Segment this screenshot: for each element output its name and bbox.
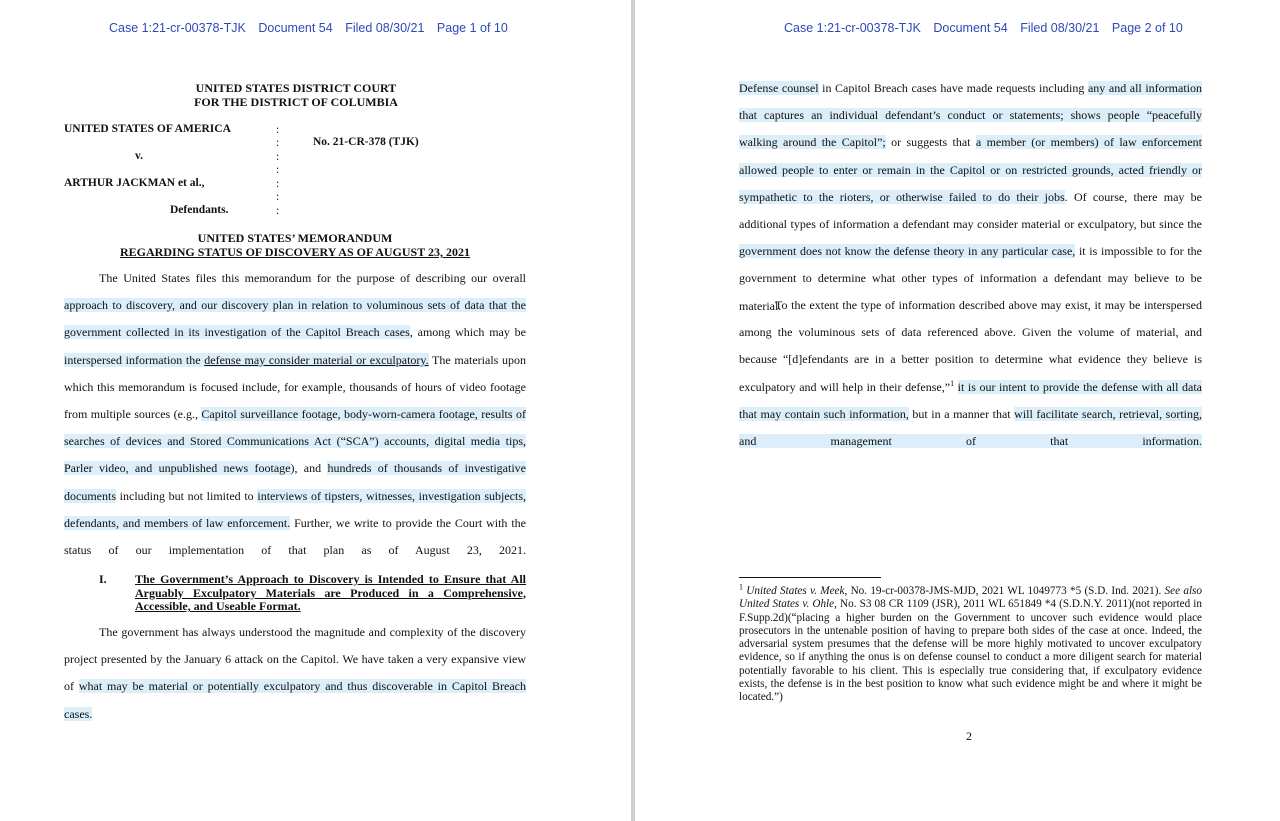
case-number: Case 1:21-cr-00378-TJK (109, 21, 246, 35)
body-paragraph: The United States files this memorandum for the purpose of describing our overall approach to discovery, and our discovery plan in relation to voluminous sets of data that the government collected in its investigation of the Capitol Breach cases, among which may be interspersed information the defense may consider material or exculpatory. The materials upon which this memorandum is focused include, for example, thousands of hours of video footage from multiple sources (e.g., Capitol surveillance footage, body-worn-camera footage, results of searches of devices and Stored Communications Act (“SCA”) accounts, digital media tips, Parler video, and unpublished news footage), and hundreds of thousands of investigative documents including but not limited to interviews of tipsters, witnesses, investigation subjects, defendants, and members of law enforcement. Further, we write to provide the Court with the status of our implementation of that plan as of August 23, 2021. (64, 271, 527, 558)
case-number: Case 1:21-cr-00378-TJK (784, 21, 921, 35)
footnote-number: 1 (739, 582, 743, 592)
body-paragraph: Defense counsel in Capitol Breach cases have made requests including any and all information that captures an individual defendant’s conduct or statements; shows people “peacefully walking around the Capitol”; or suggests that a member (or members) of law enforcement allowed people to enter or remain in the Capitol or on restricted grounds, acted friendly or sympathetic to the rioters, or otherwise failed to do their jobs. Of course, there may be additional types of information a defendant may consider material or exculpatory, but since the government does not know the defense theory in any particular case, it is impossible to for the government to determine what other types of information a defendant may believe to be material. (739, 81, 1203, 313)
caption-colon: : (276, 164, 280, 176)
court-district: FOR THE DISTRICT OF COLUMBIA (194, 95, 398, 109)
caption-defendants-label: Defendants. (170, 204, 229, 216)
document-number: Document 54 (258, 21, 333, 35)
footnote-divider (739, 577, 881, 578)
caption-colon: : (276, 178, 280, 190)
caption-colon: : (276, 124, 280, 136)
caption-case-number: No. 21-CR-378 (TJK) (313, 136, 419, 148)
page-number: 2 (966, 729, 972, 743)
page-header (109, 21, 517, 35)
body-paragraph: To the extent the type of information described above may exist, it may be interspersed among the voluminous sets of data referenced above. Given the volume of material, and because “[d]efendants are in a better position to determine what evidence they believe is exculpatory and will help in their defense,”$^1$ it is our intent to provide the defense with all data that may contain such information, but in a manner that will facilitate search, retrieval, sorting, and management of that information. (739, 298, 1203, 449)
caption-colon: : (276, 151, 280, 163)
body-paragraph: The government has always understood the magnitude and complexity of the discovery project presented by the January 6 attack on the Capitol. We have taken a very expansive view of what may be material or potentially exculpatory and thus discoverable in Capitol Breach cases. (64, 625, 526, 721)
memo-subtitle: REGARDING STATUS OF DISCOVERY AS OF AUGUST 23, 2021 (120, 245, 470, 259)
caption-colon: : (276, 205, 280, 217)
caption-plaintiff: UNITED STATES OF AMERICA (64, 123, 231, 135)
caption-colon: : (276, 137, 280, 149)
caption-versus: v. (135, 150, 143, 162)
section-title: The Government’s Approach to Discovery is Intended to Ensure that All Arguably Exculpatory Materials are Produced in a Comprehensive, Accessible, and Useable Format. (135, 572, 526, 613)
caption-defendant: ARTHUR JACKMAN et al., (64, 177, 205, 189)
court-name: UNITED STATES DISTRICT COURT (195, 81, 397, 95)
memo-title: UNITED STATES’ MEMORANDUM (197, 231, 393, 245)
section-number: I. (99, 572, 107, 586)
page-header (784, 21, 1192, 35)
caption-colon: : (276, 191, 280, 203)
document-page-1 (0, 0, 631, 821)
page-indicator: Page 2 of 10 (1111, 21, 1183, 35)
page-indicator: Page 1 of 10 (436, 21, 508, 35)
footnote-reference[interactable]: 1 (950, 378, 955, 388)
document-number: Document 54 (933, 21, 1008, 35)
filed-date: Filed 08/30/21 (345, 21, 425, 35)
footnote: $^1$ United States v. Meek, No. 19-cr-00378-JMS-MJD, 2021 WL 1049773 *5 (S.D. Ind. 2021). See also United States v. Ohle, No. S3 08 CR 1109 (JSR), 2011 WL 651849 *4 (S.D.N.Y. 2011)(not reported in F.Supp.2d)(“placing a higher burden on the Government to uncover such evidence would place prosecutors in the untenable position of having to prepare both sides of the case at once. Indeed, the adversarial system presumes that the defense will be more highly motivated to uncover exculpatory evidence, so if anything the onus is on defense counsel to conduct a more diligent search for material potentially favorable to his client. This is especially true considering that, if exculpatory evidence exists, the defense is in the best position to know what such evidence might be and where it might be located.”) (739, 582, 1203, 704)
filed-date: Filed 08/30/21 (1020, 21, 1100, 35)
